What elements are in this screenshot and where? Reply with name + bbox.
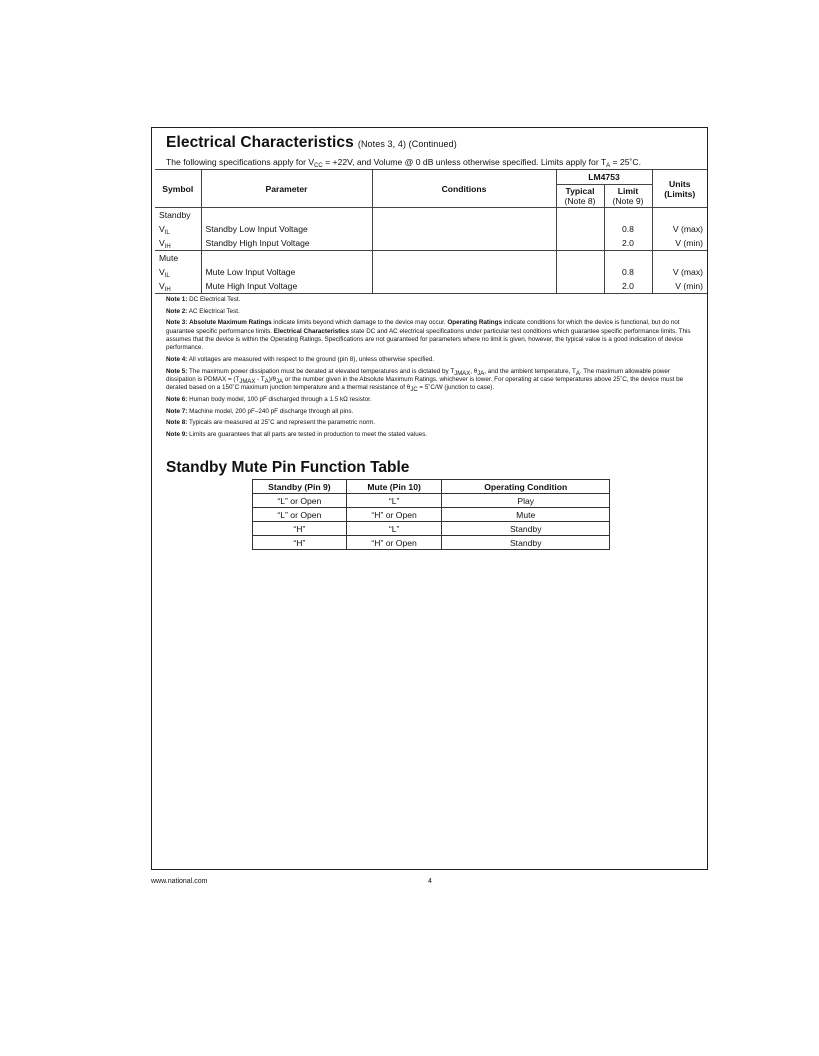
units-cell: V (max) [652, 265, 707, 279]
limit-cell: 2.0 [604, 236, 652, 251]
spec-conditions-line: The following specifications apply for $V_{CC} = +22V$, and Volume @ 0 dB unless otherwise specified. Limits apply for $T_A$ = 25˚C. [166, 157, 641, 169]
footer-website[interactable]: www.national.com [151, 878, 208, 885]
typical-cell [556, 222, 604, 236]
header-typical: Typical (Note 8) [556, 185, 604, 208]
group-label-mute: Mute [159, 253, 179, 263]
ft-header-standby: Standby (Pin 9) [253, 480, 347, 494]
units-cell: V (max) [652, 222, 707, 236]
ft-cell: “L” or Open [253, 494, 347, 508]
note-5: Note 5: The maximum power dissipation must be derated at elevated temperatures and is dictated by $T_{JMAX}$, $\theta_{JA}$, and the ambient temperature, $T_A$. The maximum allowable power dissipation is PDMAX = $(T_{JMAX} - T_A)/\theta_{JA}$ or the number given in the Absolute Maximum Ratings, whichever is lower. For operating at case temperatures above 25˚C, the device must be derated based on a 150˚C maximum junction temperature and a thermal resistance of $\theta_{JC}$ = 5˚C/W (junction to case). [166, 367, 684, 394]
function-table-title: Standby Mute Pin Function Table [166, 459, 410, 476]
symbol-cell: $V_{IH}$ [159, 238, 171, 250]
note-2: Note 2: AC Electrical Test. [166, 307, 240, 315]
table-row [155, 279, 707, 294]
ft-cell: “L” [346, 494, 442, 508]
notes-section [166, 296, 698, 442]
pin-function-table [252, 479, 610, 550]
ft-header-mute: Mute (Pin 10) [346, 480, 442, 494]
table-row [155, 236, 707, 251]
units-cell: V (min) [652, 236, 707, 251]
conditions-cell [372, 279, 556, 294]
note-4: Note 4: All voltages are measured with respect to the ground (pin 8), unless otherwise specified. [166, 356, 435, 363]
section-title: Electrical Characteristics (Notes 3, 4) (Continued) [166, 134, 457, 151]
ft-cell: Standby [442, 522, 610, 536]
ft-cell: “H” [253, 522, 347, 536]
ft-header-condition: Operating Condition [442, 480, 610, 494]
group-label-standby: Standby [159, 210, 191, 220]
limit-cell: 0.8 [604, 222, 652, 236]
ft-cell: “H” or Open [346, 536, 442, 550]
section-title-note: (Notes 3, 4) (Continued) [357, 139, 457, 149]
limit-cell: 0.8 [604, 265, 652, 279]
header-units: Units (Limits) [652, 170, 707, 208]
ft-cell: “L” or Open [253, 508, 347, 522]
typical-cell [556, 279, 604, 294]
ft-cell: Play [442, 494, 610, 508]
note-3: Note 3: Absolute Maximum Ratings indicate limits beyond which damage to the device may occur. Operating Ratings indicate conditions for which the device is functional, but do not guarantee specific performance limits. Electrical Characteristics state DC and AC electrical specifications under particular test conditions which guarantee specific performance limits. This assumes that the device is within the Operating Ratings. Specifications are not guaranteed for parameters where no limit is given, however, the typical value is a good indication of device performance. [166, 319, 691, 352]
table-row [155, 222, 707, 236]
typical-cell [556, 236, 604, 251]
ft-cell: “H” or Open [346, 508, 442, 522]
typical-cell [556, 265, 604, 279]
table-row [253, 508, 610, 522]
table-row [253, 522, 610, 536]
header-conditions: Conditions [372, 170, 556, 208]
electrical-characteristics-table [155, 169, 707, 294]
symbol-cell: $V_{IL}$ [159, 267, 170, 279]
symbol-cell: $V_{IH}$ [159, 281, 171, 293]
header-device: LM4753 [556, 170, 652, 185]
note-8: Note 8: Typicals are measured at 25˚C and represent the parametric norm. [166, 419, 376, 427]
note-6: Note 6: Human body model, 100 pF discharged through a 1.5 kΩ resistor. [166, 396, 372, 403]
header-limit: Limit (Note 9) [604, 185, 652, 208]
table-row [155, 265, 707, 279]
conditions-cell [372, 265, 556, 279]
ft-cell: “H” [253, 536, 347, 550]
conditions-cell [372, 236, 556, 251]
parameter-cell: Mute High Input Voltage [201, 279, 372, 294]
ft-cell: Mute [442, 508, 610, 522]
note-1: Note 1: DC Electrical Test. [166, 296, 241, 303]
header-parameter: Parameter [201, 170, 372, 208]
parameter-cell: Standby High Input Voltage [201, 236, 372, 251]
table-row [253, 494, 610, 508]
symbol-cell: $V_{IL}$ [159, 224, 170, 236]
ft-cell: “L” [346, 522, 442, 536]
ft-cell: Standby [442, 536, 610, 550]
note-9: Note 9: Limits are guarantees that all parts are tested in production to meet the stated values. [166, 430, 428, 438]
parameter-cell: Standby Low Input Voltage [201, 222, 372, 236]
conditions-cell [372, 222, 556, 236]
table-row [253, 536, 610, 550]
limit-cell: 2.0 [604, 279, 652, 294]
header-symbol: Symbol [155, 170, 201, 208]
units-cell: V (min) [652, 279, 707, 294]
parameter-cell: Mute Low Input Voltage [201, 265, 372, 279]
note-7: Note 7: Machine model, 200 pF–240 pF discharge through all pins. [166, 407, 354, 415]
footer-page-number: 4 [428, 878, 432, 885]
